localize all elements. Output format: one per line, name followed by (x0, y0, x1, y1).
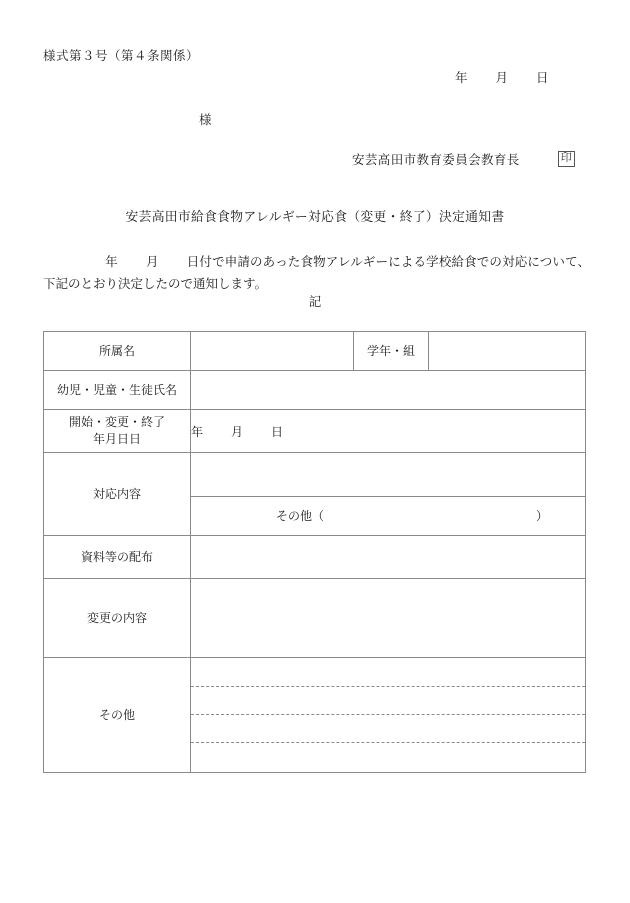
ki-marker: 記 (308, 295, 322, 309)
body-date-year: 年 (105, 255, 118, 269)
body-date-month: 月 (145, 255, 159, 269)
row-label-other: その他 (44, 658, 191, 773)
table-row (44, 410, 586, 453)
writing-line[interactable] (191, 659, 585, 687)
row-label-affiliation: 所属名 (44, 332, 191, 371)
row-value-response-content (191, 453, 586, 536)
header-date-month: 月 (495, 71, 509, 85)
response-content-other-field[interactable] (191, 497, 585, 535)
row-label-response-content: 対応内容 (44, 453, 191, 536)
row-label-line2: 年月日日 (92, 432, 141, 446)
issuer-line (352, 150, 575, 168)
other-close-paren: ） (536, 509, 549, 523)
row-date-month: 月 (231, 424, 244, 439)
row-label-line1: 開始・変更・終了 (68, 415, 165, 429)
other-parenthesis-line (191, 497, 585, 535)
table-row (44, 332, 586, 371)
row-value-affiliation[interactable] (191, 332, 354, 371)
writing-line[interactable] (191, 687, 585, 715)
form-number: 様式第３号（第４条関係） (43, 49, 200, 63)
row-label-grade-class: 学年・組 (354, 332, 429, 371)
row-label-change-details: 変更の内容 (44, 579, 191, 658)
addressee-line: 様 (199, 113, 212, 127)
writing-line[interactable] (191, 743, 585, 771)
row-label-start-change-end-date (44, 410, 191, 453)
response-content-upper-field[interactable] (191, 453, 585, 497)
table-row (44, 536, 586, 579)
row-value-other (191, 658, 586, 773)
header-date-line (455, 68, 549, 86)
writing-line[interactable] (191, 715, 585, 743)
row-date-year: 年 (191, 424, 204, 439)
seal-stamp-box: 印 (558, 151, 575, 167)
table-row (44, 658, 586, 773)
table-row (44, 579, 586, 658)
header-date-day: 日 (536, 71, 549, 85)
row-value-change-details[interactable] (191, 579, 586, 658)
notification-form-table (43, 331, 586, 773)
row-label-student-name: 幼児・児童・生徒氏名 (44, 371, 191, 410)
issuer-name: 安芸高田市教育委員会教育長 (352, 153, 520, 167)
row-label-material-distribution: 資料等の配布 (44, 536, 191, 579)
row-value-material-distribution[interactable] (191, 536, 586, 579)
body-text: 日付で申請のあった食物アレルギーによる学校給食での対応について、下記のとおり決定したので通知します。 (43, 255, 590, 291)
row-date-day: 日 (271, 424, 284, 439)
table-row (44, 371, 586, 410)
body-paragraph (43, 251, 590, 295)
page-title: 安芸高田市給食食物アレルギー対応食（変更・終了）決定通知書 (125, 210, 505, 224)
header-date-year: 年 (455, 71, 468, 85)
other-label: その他（ (276, 509, 325, 523)
row-value-student-name[interactable] (191, 371, 586, 410)
row-value-start-change-end-date[interactable] (191, 410, 586, 453)
row-value-grade-class[interactable] (429, 332, 586, 371)
table-row (44, 453, 586, 536)
